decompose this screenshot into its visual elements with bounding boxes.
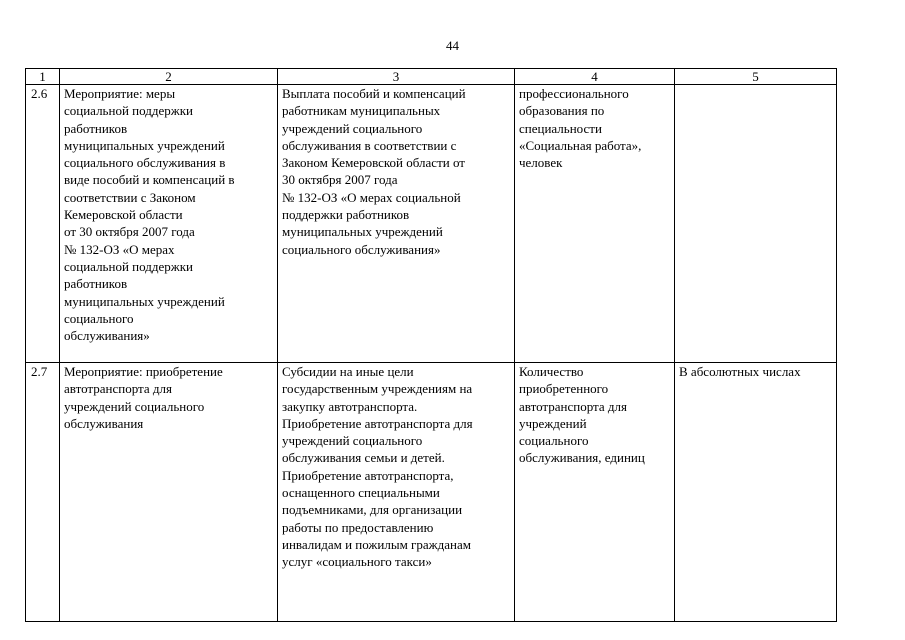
description-cell: Выплата пособий и компенсаций работникам муниципальных учреждений социального обслуживания в соответствии с Законом Кемеровской области от 30 октября 2007 года № 132-ОЗ «О мерах социальной поддержки работников муниципальных учреждений социального обслуживания» (278, 85, 515, 363)
indicator-cell: профессионального образования по специальности «Социальная работа», человек (515, 85, 675, 363)
activity-cell: Мероприятие: меры социальной поддержки работников муниципальных учреждений социального обслуживания в виде пособий и компенсаций в соответствии с Законом Кемеровской области от 30 октября 2007 года № 132-ОЗ «О мерах социальной поддержки работников муниципальных учреждений социального обслуживания» (60, 85, 278, 363)
page-number: 44 (446, 38, 459, 53)
unit-cell (675, 85, 837, 363)
column-header-2: 2 (60, 69, 278, 85)
row-number: 2.6 (26, 85, 60, 363)
column-header-1: 1 (26, 69, 60, 85)
table-row (26, 363, 837, 622)
program-table (25, 68, 837, 622)
table-row (26, 85, 837, 363)
row-number: 2.7 (26, 363, 60, 622)
unit-cell: В абсолютных числах (675, 363, 837, 622)
indicator-cell: Количество приобретенного автотранспорта для учреждений социального обслуживания, единиц (515, 363, 675, 622)
description-cell: Субсидии на иные цели государственным учреждениям на закупку автотранспорта. Приобретение автотранспорта для учреждений социального обслуживания семьи и детей. Приобретение автотранспорта, оснащенного специальными подъемниками, для организации работы по предоставлению инвалидам и пожилым гражданам услуг «социального такси» (278, 363, 515, 622)
column-header-4: 4 (515, 69, 675, 85)
activity-cell: Мероприятие: приобретение автотранспорта для учреждений социального обслуживания (60, 363, 278, 622)
column-header-5: 5 (675, 69, 837, 85)
table-header-row (26, 69, 837, 85)
column-header-3: 3 (278, 69, 515, 85)
